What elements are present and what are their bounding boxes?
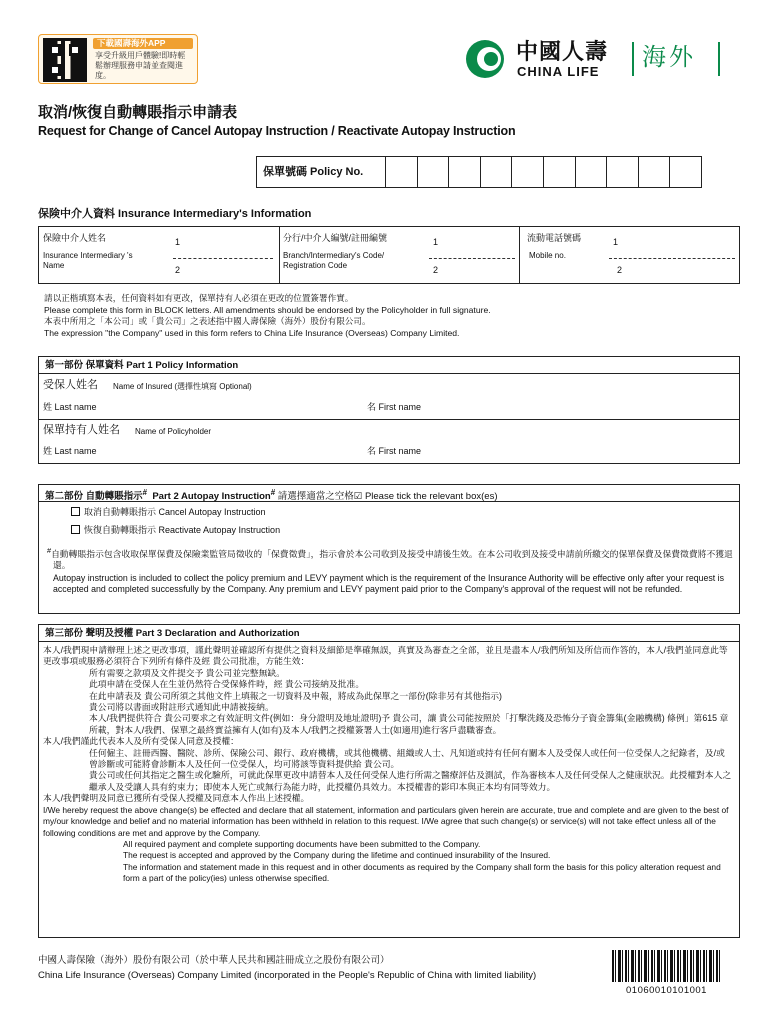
intermediary-table bbox=[38, 226, 740, 284]
holder-last-name[interactable]: 姓 Last name bbox=[43, 446, 97, 456]
part2-section bbox=[38, 484, 740, 614]
part1-section bbox=[38, 356, 740, 464]
code-input-1[interactable]: 1 bbox=[433, 237, 439, 247]
cancel-option[interactable]: 取消自動轉賬指示 Cancel Autopay Instruction bbox=[71, 507, 266, 518]
mobile-input-2[interactable]: 2 bbox=[617, 265, 623, 275]
part2-heading: 第二部份 自動轉賬指示# Part 2 Autopay Instruction# 請選擇適當之空格☑ Please tick the relevant box(es) bbox=[39, 485, 739, 502]
policy-no-label: 保單號碼 Policy No. bbox=[263, 166, 364, 178]
qr-banner-title: 下載國壽海外APP bbox=[93, 38, 193, 49]
barcode bbox=[612, 950, 722, 982]
cancel-checkbox[interactable] bbox=[71, 507, 80, 516]
qr-code bbox=[43, 38, 87, 82]
holder-en: Name of Policyholder bbox=[135, 427, 212, 436]
note-4: The expression "the Company" used in this form refers to China Life Insurance (Overseas) Company Limited. bbox=[44, 327, 460, 338]
insured-last-name[interactable]: 姓 Last name bbox=[43, 402, 97, 412]
logo-mark-icon bbox=[464, 38, 508, 80]
part3-heading: 第三部份 聲明及授權 Part 3 Declaration and Authorization bbox=[39, 625, 739, 642]
mobile-label: 流動電話號碼 bbox=[527, 233, 582, 243]
reactivate-checkbox[interactable] bbox=[71, 525, 80, 534]
mobile-label-en: Mobile no. bbox=[529, 251, 566, 260]
name-input-1[interactable]: 1 bbox=[175, 237, 181, 247]
policy-no-input[interactable] bbox=[385, 156, 701, 188]
qr-banner-text: 享受升級用戶體驗!即時輕鬆辦理服務申請並查閱進度。 bbox=[95, 51, 186, 80]
footer-company-cn: 中國人壽保險（海外）股份有限公司（於中華人民共和國註冊成立之股份有限公司） bbox=[38, 955, 390, 966]
logo-en: CHINA LIFE bbox=[517, 64, 600, 79]
note-3: 本表中所用之「本公司」或「貴公司」之表述指中國人壽保險（海外）股份有限公司。 bbox=[44, 316, 371, 326]
policy-no-box bbox=[256, 156, 702, 188]
qr-banner bbox=[38, 34, 198, 84]
notes bbox=[44, 293, 744, 339]
insured-first-name[interactable]: 名 First name bbox=[367, 402, 422, 412]
intermediary-heading: 保険中介人資料 Insurance Intermediary's Information bbox=[38, 208, 312, 220]
part3-section bbox=[38, 624, 740, 938]
form-title-en: Request for Change of Cancel Autopay Instruction / Reactivate Autopay Instruction bbox=[38, 124, 516, 138]
form-title-cn: 取消/恢復自動轉賬指示申請表 bbox=[38, 104, 238, 121]
mobile-input-1[interactable]: 1 bbox=[613, 237, 619, 247]
part2-footnote: #自動轉賬指示包含收取保單保費及保險業監管局徵收的「保費徵費」，指示會於本公司收到及接受申請後生效。在本公司收到及接受申請前所繳交的保單保費及保費徵費將不獲退還。 Autopay instruction is included to collect the policy premium and LEVY payment which is the requirement of the Insurance Authority will be effective only after your request is accepted and completed successfully by the Company. Any premium and LEVY payment paid prior to the Company's approval of the request will not be refunded. bbox=[47, 546, 733, 595]
intermediary-name-label: 保險中介人姓名 bbox=[43, 233, 107, 243]
code-label: 分行/中介人編號/註冊編號 bbox=[283, 233, 388, 243]
note-2: Please complete this form in BLOCK letters. All amendments should be endorsed by the Policyholder in full signature. bbox=[44, 304, 491, 315]
note-1: 請以正楷填寫本表，任何資料如有更改，保單持有人必須在更改的位置簽署作實。 bbox=[44, 293, 354, 303]
insured-label: 受保人姓名 bbox=[43, 379, 98, 391]
intermediary-name-label-en: Insurance Intermediary 's Name bbox=[43, 251, 133, 270]
logo-cn: 中國人壽 bbox=[516, 39, 609, 64]
logo-overseas: 海外 bbox=[642, 44, 696, 71]
footer-company-en: China Life Insurance (Overseas) Company Limited (incorporated in the People's Republic of China with limited liability) bbox=[38, 970, 537, 981]
holder-label: 保單持有人姓名 bbox=[43, 424, 120, 436]
code-input-2[interactable]: 2 bbox=[433, 265, 439, 275]
code-label-en: Branch/Intermediary's Code/ Registration Code bbox=[283, 251, 385, 270]
china-life-logo bbox=[464, 38, 726, 80]
insured-en: Name of Insured (選擇性填寫 Optional) bbox=[113, 382, 252, 391]
barcode-number: 01060010101001 bbox=[626, 985, 707, 996]
name-input-2[interactable]: 2 bbox=[175, 265, 181, 275]
part3-body: 本人/我們現申請辦理上述之更改事項，謹此聲明並確認所有提供之資料及細節是準確無誤，真實及為審查之全部，並且是盡本人/我們所知及所信而作答的，本人/我們並同意此等更改事項或服務必須符合下列所有條件及經 貴公司批准，方能生效： 所有需要之款項及文件提交予 貴公司並完整無缺。 此項申請在受保人在生並仍然符合受保條件時，經 貴公司接納及批准。 在此申請表及 貴公司所須之其他文件上填報之一切資料及申報，將成為此保單之一部份(除非另有其他指示) 貴公司將以書面或附註形式通知此申請被接納。 本人/我們提供符合 貴公司要求之有效証明文件(例如：身分證明及地址證明)予 貴公司，讓 貴公司能按照於「打擊洗錢及恐怖分子資金籌集(金融機構) 條例」第615 章所載，對本人/我們、保單之最終實益擁有人(如有)及本人/我們之授權簽署人士(如適用)進行客戶盡職審查。 本人/我們謹此代表本人及所有受保人同意及授權： 任何僱主、註冊西醫、醫院、診所、保險公司、銀行、政府機構，或其他機構、組織或人士、凡知道或持有任何有關本人及受保人或任何一位受保人之紀錄者，及/或曾診斷或可能將會診斷本人及任何一位受保人，均可將該等資料提供給 貴公司。 貴公司或任何其指定之醫生或化驗所，可就此保單更改申請替本人及任何受保人進行所需之醫療評估及測試，作為審核本人及任何受保人之健康狀況。此授權對本人之繼承人及受讓人具有約束力；即使本人死亡或無行為能力時，此授權仍具效力。本授權書的影印本與正本均有同等效力。 本人/我們聲明及同意已獲所有受保人授權及同意本人作出上述授權。 I/We hereby request the above change(s) be effected and declare that all statement, information and particulars given herein are accurate, true and complete and are given to the best of my/our knowledge and belief and no material information has been withheld in relation to this request. I/We agree that such change(s) or service(s) will not take effect unless all of the following conditions are met and approve by the Company. All required payment and complete supporting documents have been submitted to the Company. The request is accepted and approved by the Company during the lifetime and continued insurability of the Insured. The information and statement made in this request and in other documents as required by the Company shall form the basis for this policy alteration request and form a part of the policy(ies) unless otherwise specified. bbox=[43, 645, 732, 884]
holder-first-name[interactable]: 名 First name bbox=[367, 446, 422, 456]
reactivate-option[interactable]: 恢復自動轉賬指示 Reactivate Autopay Instruction bbox=[71, 525, 280, 536]
part1-heading: 第一部份 保單資料 Part 1 Policy Information bbox=[39, 357, 739, 374]
tick-note: 請選擇適當之空格☑ Please tick the relevant box(es) bbox=[277, 491, 498, 503]
